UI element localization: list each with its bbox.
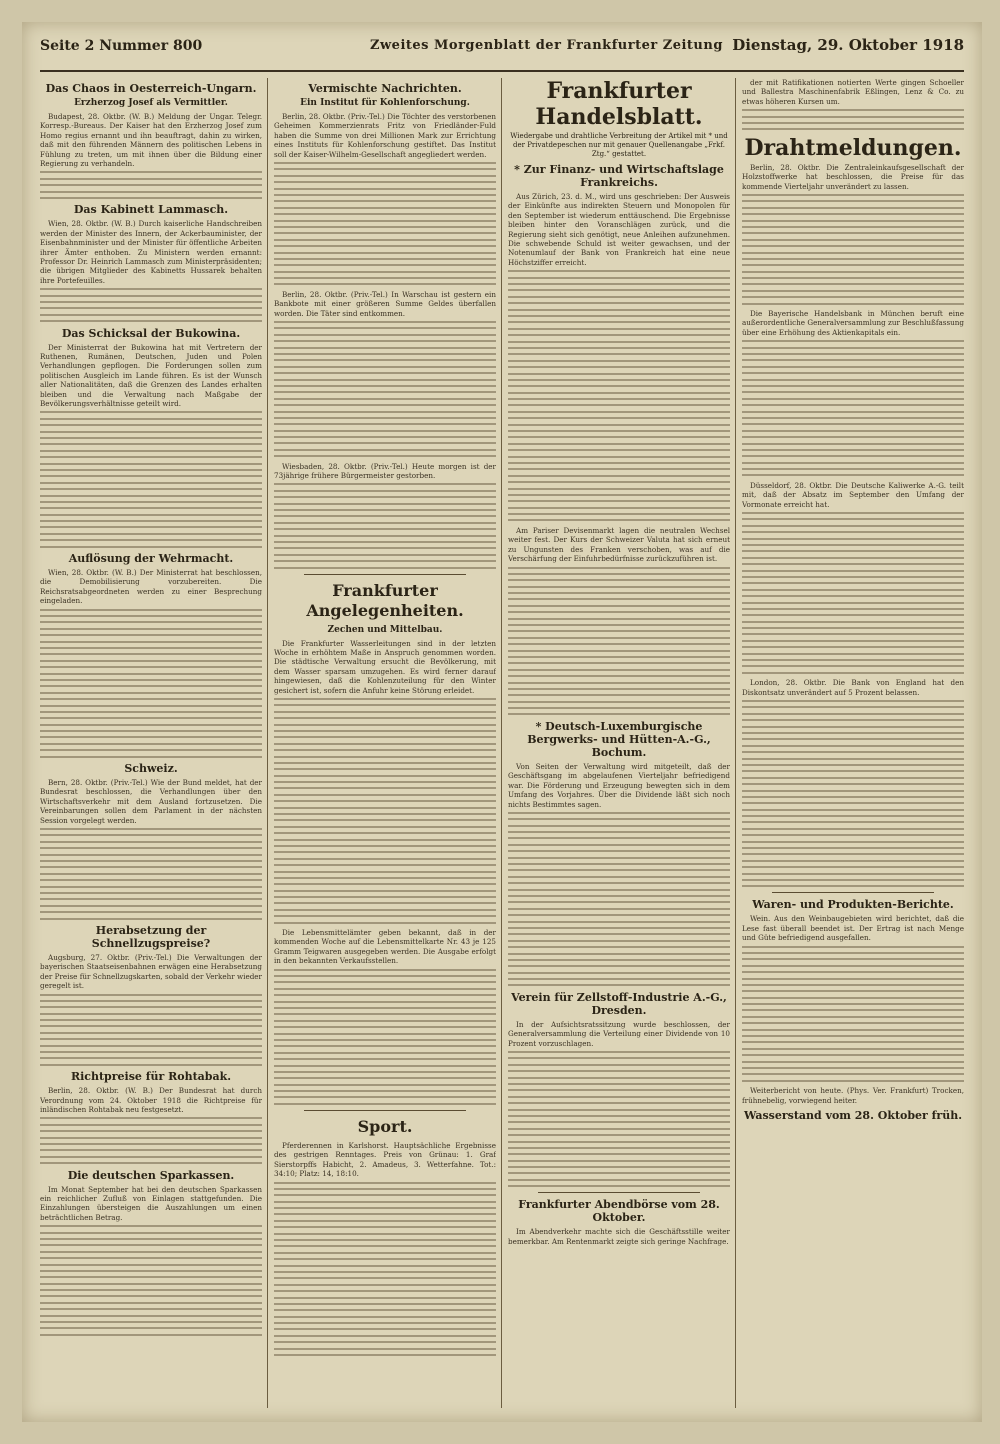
article-text: Am Pariser Devisenmarkt lagen die neutralen Wechsel weiter fest. Der Kurs der Schweizer Valuta hat sich erneut zu Ungunsten des Franken verschoben, was auf die Verschärfung der Einfuhrbedürfnisse zurückzuführen ist. <box>508 525 730 564</box>
text-block <box>274 1182 496 1357</box>
article-text: Berlin, 28. Oktbr. (Priv.-Tel.) Die Töchter des verstorbenen Geheimen Kommerzienrats Fritz von Friedländer-Fuld haben die Summe von drei Millionen Mark zur Errichtung eines Instituts für Kohlenforschung gestiftet. Das Institut soll der Kaiser-Wilhelm-Gesellschaft angegliedert werden. <box>274 112 496 159</box>
text-block <box>742 946 964 1082</box>
text-block <box>274 162 496 285</box>
newspaper-page <box>22 22 982 1422</box>
article-text: Die Frankfurter Wasserleitungen sind in der letzten Woche in erhöhtem Maße in Anspruch genommen worden. Die städtische Verwaltung ersucht die Bevölkerung, mit dem Wasser sparsam umzugehen. Es wird ferner darauf hingewiesen, daß die Kohlenzuteilung für den Winter gesichert ist, sofern die Anfuhr keine Störung erleidet. <box>274 638 496 695</box>
article-heading: Schweiz. <box>124 762 178 776</box>
article-subheading: Zechen und Mittelbau. <box>327 624 443 635</box>
column-1 <box>40 78 262 1408</box>
text-block <box>742 512 964 674</box>
text-block <box>40 1117 262 1164</box>
article-heading: Verein für Zellstoff-Industrie A.-G., Dresden. <box>511 990 727 1017</box>
article-heading: Das Chaos in Oesterreich-Ungarn. <box>45 82 257 95</box>
article-text: Die Bayerische Handelsbank in München beruft eine außerordentliche Generalversammlung zur Beschlußfassung über eine Erhöhung des Aktienkapitals ein. <box>742 309 964 337</box>
section-rule <box>772 892 934 893</box>
article-text: Im Abendverkehr machte sich die Geschäftsstille weiter bemerkbar. Am Rentenmarkt zeigte sich geringe Nachfrage. <box>508 1227 730 1246</box>
article-heading: Das Kabinett Lammasch. <box>73 203 229 217</box>
article-heading: Waren- und Produkten-Berichte. <box>752 898 954 912</box>
article-heading: Frankfurter Abendbörse vom 28. Oktober. <box>518 1198 720 1225</box>
text-block <box>742 109 964 130</box>
article-heading: * Zur Finanz- und Wirtschaftslage Frankreichs. <box>514 163 724 189</box>
article-text: Weiterbericht von heute. (Phys. Ver. Frankfurt) Trocken, frühnebelig, vorwiegend heiter. <box>742 1086 964 1105</box>
article-text: London, 28. Oktbr. Die Bank von England hat den Diskontsatz unverändert auf 5 Prozent belassen. <box>742 678 964 697</box>
text-block <box>274 698 496 924</box>
column-divider <box>267 78 268 1408</box>
article-text: Berlin, 28. Oktbr. (Priv.-Tel.) In Warschau ist gestern ein Bankbote mit einer größeren Summe Geldes überfallen worden. Die Täter sind entkommen. <box>274 289 496 318</box>
article-text: Bern, 28. Oktbr. (Priv.-Tel.) Wie der Bund meldet, hat der Bundesrat beschlossen, die Verhandlungen über den Wirtschaftsverkehr mit dem Ausland fortzusetzen. Die Vereinbarungen sollen dem Parlament in der nächsten Session vorgelegt werden. <box>40 778 262 825</box>
article-text: Die Lebensmittelämter geben bekannt, daß in der kommenden Woche auf die Lebensmittelkarte Nr. 43 je 125 Gramm Teigwaren ausgegeben werden. Die Ausgabe erfolgt in den bekannten Verkaufsstellen. <box>274 928 496 966</box>
article-text: Berlin, 28. Oktbr. (W. B.) Der Bundesrat hat durch Verordnung vom 24. Oktober 1918 die Richtpreise für inländischen Rohtabak neu festgesetzt. <box>40 1086 262 1115</box>
page-number: Seite 2 Nummer 800 <box>40 38 203 54</box>
article-heading: Auflösung der Wehrmacht. <box>68 552 234 566</box>
article-text: Wein. Aus den Weinbaugebieten wird berichtet, daß die Lese fast überall beendet ist. Der Ertrag ist nach Menge und Güte befriedigend ausgefallen. <box>742 914 964 943</box>
text-block <box>508 1051 730 1187</box>
section-rule <box>538 1192 700 1193</box>
text-block <box>742 700 964 887</box>
article-text: Budapest, 28. Oktbr. (W. B.) Meldung der Ungar. Telegr. Korresp.-Bureaus. Der Kaiser hat den Erzherzog Josef zum Homo regius ernannt und ihn beauftragt, dahin zu wirken, daß mit den führenden Männern des politischen Lebens in Fühlung zu treten, um mit ihnen über die Bildung einer Regierung zu verhandeln. <box>40 112 262 169</box>
section-rule <box>304 574 466 575</box>
article-heading: Wasserstand vom 28. Oktober früh. <box>743 1108 963 1122</box>
article-heading: Die deutschen Sparkassen. <box>67 1168 235 1182</box>
article-text: Von Seiten der Verwaltung wird mitgeteilt, daß der Geschäftsgang im abgelaufenen Vierteljahr befriedigend war. Die Förderung und Erzeugung bewegten sich in dem Umfang des Vorjahres. Über die Dividende läßt sich noch nichts Bestimmtes sagen. <box>508 761 730 809</box>
article-text: Wien, 28. Oktbr. (W. B.) Durch kaiserliche Handschreiben werden der Minister des Innern, der Ackerbauminister, der Eisenbahnminister und der Minister für öffentliche Arbeiten ihrer Ämter enthoben. Zu Ministern werden ernannt: Professor Dr. Heinrich Lammasch zum Ministerpräsidenten; die übrigen Mitglieder des Kabinetts Hussarek behalten ihre Portefeuilles. <box>40 219 262 285</box>
article-text: Wien, 28. Oktbr. (W. B.) Der Ministerrat hat beschlossen, die Demobilisierung vorzubereiten. Die Reichsratsabgeordneten werden zu einer Besprechung eingeladen. <box>40 568 262 606</box>
newspaper-title: Zweites Morgenblatt der Frankfurter Zeitung <box>370 38 723 53</box>
text-block <box>40 171 262 199</box>
article-heading: * Deutsch-Luxemburgische Bergwerks- und Hütten-A.-G., Bochum. <box>527 719 711 759</box>
article-heading: Herabsetzung der Schnellzugspreise? <box>91 923 211 950</box>
text-block <box>274 969 496 1105</box>
text-block <box>508 812 730 987</box>
text-block <box>40 288 262 322</box>
section-note: Wiedergabe und drahtliche Verbreitung der Artikel mit * und der Privatdepeschen nur mit genauer Quellenangabe „Frkf. Ztg.“ gestattet. <box>510 132 728 158</box>
text-block <box>40 1225 262 1336</box>
article-text: Der Ministerrat der Bukowina hat mit Vertretern der Ruthenen, Rumänen, Deutschen, Juden und Polen Verhandlungen gepflogen. Die Forderungen sollen zum politischen Ausgleich im Lande führen. Es ist der Wunsch aller Nationalitäten, daß die Grenzen des Landes erhalten bleiben und die Verwaltung nach Maßgabe der Bevölkerungsverhältnisse geteilt wird. <box>40 342 262 409</box>
article-heading: Richtpreise für Rohtabak. <box>70 1070 232 1084</box>
text-block <box>508 567 730 716</box>
article-text: Pferderennen in Karlshorst. Hauptsächliche Ergebnisse des gestrigen Renntages. Preis von Grünau: 1. Graf Sierstorpffs Habicht, 2. Amadeus, 3. Wetterfahne. Tot.: 34:10; Platz: 14, 18:10. <box>274 1140 496 1179</box>
text-block <box>40 994 262 1066</box>
text-block <box>742 194 964 305</box>
article-text: Augsburg, 27. Oktbr. (Priv.-Tel.) Die Verwaltungen der bayerischen Staatseisenbahnen erwägen eine Herabsetzung der Preise für Schnellzugskarten, sobald der Verkehr wieder geregelt ist. <box>40 952 262 991</box>
masthead <box>40 36 964 72</box>
article-heading: Vermischte Nachrichten. <box>308 82 462 95</box>
text-block <box>40 609 262 758</box>
text-block <box>274 483 496 568</box>
column-divider <box>735 78 736 1408</box>
section-heading: Drahtmeldungen. <box>744 134 962 161</box>
article-heading: Das Schicksal der Bukowina. <box>61 326 241 340</box>
column-divider <box>501 78 502 1408</box>
section-rule <box>304 1110 466 1111</box>
section-heading: Frankfurter Angelegenheiten. <box>306 580 464 620</box>
article-text: Im Monat September hat bei den deutschen Sparkassen ein reichlicher Zufluß von Einlagen stattgefunden. Die Einzahlungen übersteigen die Auszahlungen um einen beträchtlichen Betrag. <box>40 1184 262 1222</box>
issue-date: Dienstag, 29. Oktober 1918 <box>732 36 964 54</box>
text-block <box>508 270 730 521</box>
article-text: Berlin, 28. Oktbr. Die Zentraleinkaufsgesellschaft der Holzstoffwerke hat beschlossen, die Preise für das kommende Vierteljahr unverändert zu lassen. <box>742 162 964 191</box>
column-4 <box>742 78 964 1408</box>
text-block <box>742 340 964 476</box>
column-3 <box>508 78 730 1408</box>
article-text: Aus Zürich, 23. d. M., wird uns geschrieben: Der Ausweis der Einkünfte aus indirekten Steuern und Monopolen für den September ist wiederum enttäuschend. Die Ergebnisse bleiben hinter den Voranschlägen zurück, und die Regierung sieht sich genötigt, neue Anleihen aufzunehmen. Die schwebende Schuld ist weiter gewachsen, und der Notenumlauf der Bank von Frankreich hat eine neue Höchstziffer erreicht. <box>508 192 730 267</box>
column-2 <box>274 78 496 1408</box>
article-text: In der Aufsichtsratssitzung wurde beschlossen, der Generalversammlung die Verteilung einer Dividende von 10 Prozent vorzuschlagen. <box>508 1019 730 1048</box>
section-heading: Frankfurter Handelsblatt. <box>535 78 703 130</box>
article-text: Wiesbaden, 28. Oktbr. (Priv.-Tel.) Heute morgen ist der 73jährige frühere Bürgermeister gestorben. <box>274 461 496 481</box>
text-block <box>274 321 496 457</box>
article-subheading: Erzherzog Josef als Vermittler. <box>74 98 228 108</box>
text-block <box>40 828 262 919</box>
article-text: der mit Ratifikationen notierten Werte gingen Schoeller und Ballestra Maschinenfabrik Eßlingen, Lenz & Co. zu etwas höheren Kursen um. <box>742 78 964 106</box>
text-block <box>40 411 262 547</box>
section-heading: Sport. <box>357 1116 413 1136</box>
article-text: Düsseldorf, 28. Oktbr. Die Deutsche Kaliwerke A.-G. teilt mit, daß der Absatz im September den Umfang der Vormonate erreicht hat. <box>742 480 964 509</box>
article-subheading: Ein Institut für Kohlenforschung. <box>300 98 470 108</box>
